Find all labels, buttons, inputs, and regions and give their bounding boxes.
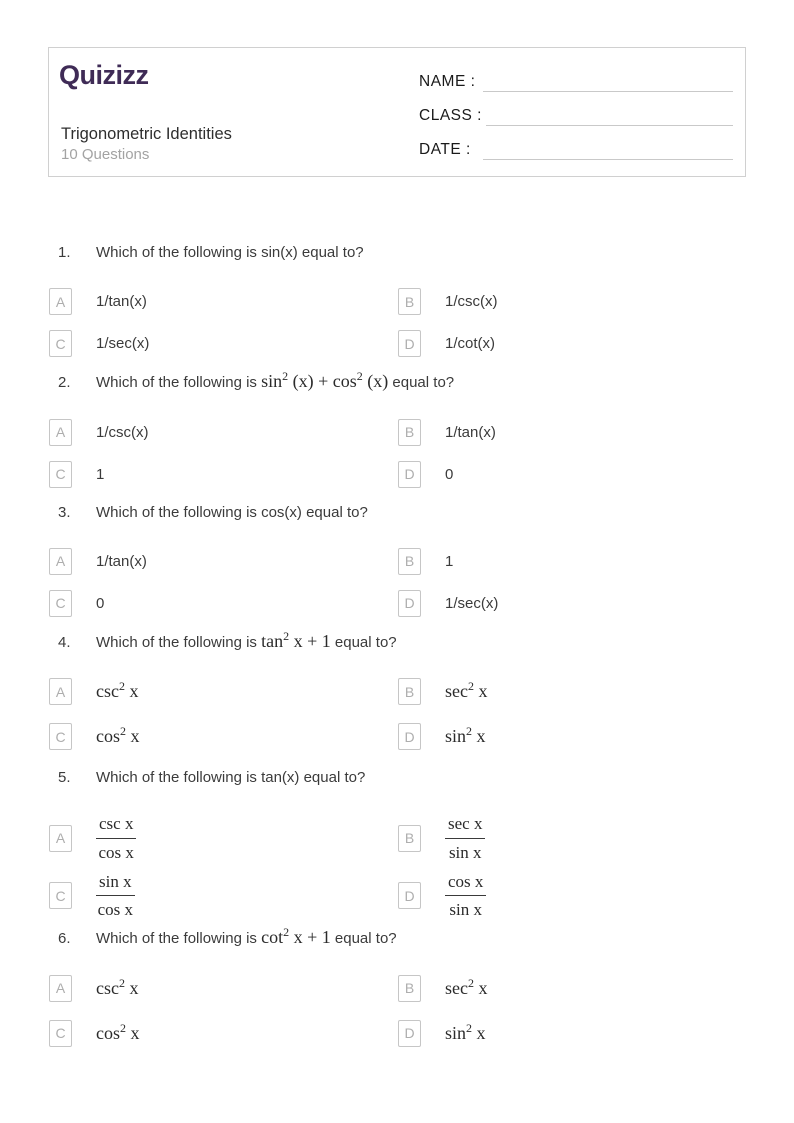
question-row: [58, 925, 794, 949]
option-row: [49, 461, 794, 488]
option-row: [49, 590, 794, 617]
question-number: 3.: [58, 503, 71, 521]
answer-option: [398, 419, 747, 446]
class-input-line[interactable]: [486, 106, 733, 126]
fraction-denominator: cos x: [97, 900, 133, 919]
question-block: [0, 243, 794, 357]
option-letter-box[interactable]: A: [49, 548, 72, 575]
option-letter-box[interactable]: A: [49, 419, 72, 446]
question-row: [58, 768, 794, 788]
answer-option: [49, 548, 398, 575]
options: [0, 813, 794, 920]
question-row: [58, 628, 794, 653]
option-value: 0: [445, 465, 454, 483]
question-row: [58, 503, 794, 523]
fraction-denominator: sin x: [449, 900, 482, 919]
fraction: [445, 871, 486, 921]
answer-option: [49, 1020, 398, 1047]
inline-math: $\tan^2 x + 1$: [261, 628, 331, 651]
worksheet-header: [48, 47, 746, 177]
option-row: [49, 330, 794, 357]
option-value: 1: [445, 552, 454, 570]
option-letter-box[interactable]: D: [398, 330, 421, 357]
question-text-part: equal to?: [388, 374, 455, 392]
option-value: [96, 871, 135, 921]
answer-option: [49, 330, 398, 357]
question-number: 5.: [58, 769, 71, 786]
question-count: 10 Questions: [61, 146, 150, 163]
answer-option: [49, 678, 398, 705]
option-letter-box[interactable]: D: [398, 590, 421, 617]
option-value: 1/tan(x): [96, 293, 147, 311]
answer-option: [398, 975, 747, 1002]
question-block: [0, 925, 794, 1046]
question-text: [96, 369, 794, 393]
question-list: [0, 177, 794, 1065]
question-text: [96, 503, 794, 523]
option-value: $\cos^2 x$: [96, 1020, 140, 1043]
option-row: [49, 813, 794, 863]
answer-option: [49, 975, 398, 1002]
option-letter-box[interactable]: B: [398, 419, 421, 446]
option-letter-box[interactable]: D: [398, 723, 421, 750]
question-number: 1.: [58, 244, 71, 261]
question-text-part: Which of the following is: [96, 633, 262, 651]
option-letter-box[interactable]: B: [398, 288, 421, 315]
name-field: [419, 64, 733, 92]
option-value: [96, 813, 136, 863]
question-text-part: equal to?: [330, 633, 397, 651]
answer-option: [49, 871, 398, 921]
question-text: [96, 925, 794, 949]
fraction-denominator: sin x: [448, 842, 482, 862]
question-number: 2.: [58, 374, 71, 392]
question-block: [0, 768, 794, 920]
option-letter-box[interactable]: C: [49, 590, 72, 617]
fraction: [96, 871, 135, 921]
question-text-part: Which of the following is: [96, 374, 262, 392]
option-letter-box[interactable]: C: [49, 330, 72, 357]
question-text: [96, 628, 794, 653]
answer-option: [398, 330, 747, 357]
option-row: [49, 975, 794, 1002]
answer-option: [398, 590, 747, 617]
option-value: $\csc^2 x$: [96, 679, 139, 701]
question-row: [58, 369, 794, 393]
option-letter-box[interactable]: C: [49, 723, 72, 750]
option-value: $\cos^2 x$: [96, 724, 140, 746]
date-label: DATE :: [419, 141, 471, 158]
fraction-denominator: cos x: [98, 842, 134, 862]
option-row: [49, 1020, 794, 1047]
answer-option: [49, 723, 398, 750]
option-value: $\csc^2 x$: [96, 975, 139, 998]
option-value: $\sec^2 x$: [445, 975, 488, 998]
option-value: $\sin^2 x$: [445, 724, 486, 746]
question-text-part: equal to?: [330, 930, 397, 948]
question-block: [0, 628, 794, 750]
options: [0, 975, 794, 1047]
question-number: 4.: [58, 633, 71, 651]
option-letter-box[interactable]: D: [398, 882, 421, 909]
option-value: [445, 871, 486, 921]
option-letter-box[interactable]: A: [49, 288, 72, 315]
option-row: [49, 678, 794, 705]
option-value: 0: [96, 594, 105, 612]
option-value: 1/tan(x): [96, 552, 147, 570]
question-text: [96, 768, 794, 788]
option-letter-box[interactable]: D: [398, 1020, 421, 1047]
options: [0, 288, 794, 357]
answer-option: [49, 461, 398, 488]
option-letter-box[interactable]: A: [49, 678, 72, 705]
option-value: $\sin^2 x$: [445, 1020, 486, 1043]
fraction-numerator: cos x: [445, 871, 486, 896]
answer-option: [398, 678, 747, 705]
option-value: 1/cot(x): [445, 335, 496, 353]
option-letter-box[interactable]: C: [49, 882, 72, 909]
fraction: [96, 813, 136, 863]
class-field: [419, 98, 733, 126]
option-value: 1/tan(x): [445, 423, 496, 441]
option-value: $\sec^2 x$: [445, 679, 488, 701]
answer-option: [398, 871, 747, 921]
answer-option: [49, 590, 398, 617]
answer-option: [49, 419, 398, 446]
fraction-numerator: sin x: [96, 871, 135, 896]
quizizz-logo: Quizizz: [59, 60, 149, 90]
answer-option: [398, 548, 747, 575]
answer-option: [398, 813, 747, 863]
option-letter-box[interactable]: A: [49, 825, 72, 852]
inline-math: $\cot^2 x + 1$: [261, 925, 331, 948]
fraction-numerator: csc x: [96, 813, 136, 838]
option-letter-box[interactable]: A: [49, 975, 72, 1002]
answer-option: [49, 288, 398, 315]
option-value: 1/csc(x): [445, 293, 498, 311]
option-value: 1/sec(x): [445, 594, 499, 612]
question-block: [0, 503, 794, 617]
option-row: [49, 548, 794, 575]
answer-option: [398, 1020, 747, 1047]
option-value: 1: [96, 465, 105, 483]
option-value: [445, 813, 485, 863]
option-letter-box[interactable]: B: [398, 678, 421, 705]
name-input-line[interactable]: [483, 72, 733, 92]
options: [0, 548, 794, 617]
date-field: [419, 132, 733, 160]
option-letter-box[interactable]: C: [49, 461, 72, 488]
question-text: [96, 243, 794, 263]
question-text-part: Which of the following is cos(x) equal to?: [96, 503, 368, 521]
option-letter-box[interactable]: B: [398, 975, 421, 1002]
name-label: NAME :: [419, 73, 476, 90]
option-value: 1/sec(x): [96, 335, 150, 353]
option-letter-box[interactable]: C: [49, 1020, 72, 1047]
option-row: [49, 288, 794, 315]
question-text-part: Which of the following is tan(x) equal to?: [96, 769, 366, 786]
option-letter-box[interactable]: D: [398, 461, 421, 488]
answer-option: [398, 288, 747, 315]
question-row: [58, 243, 794, 263]
fraction-numerator: sec x: [445, 813, 485, 838]
question-number: 6.: [58, 930, 71, 948]
answer-option: [49, 813, 398, 863]
answer-option: [398, 461, 747, 488]
option-letter-box[interactable]: B: [398, 825, 421, 852]
worksheet-title: Trigonometric Identities: [61, 125, 232, 143]
option-value: 1/csc(x): [96, 423, 149, 441]
class-label: CLASS :: [419, 107, 482, 124]
options: [0, 419, 794, 488]
question-block: [0, 369, 794, 487]
inline-math: $\sin^2 (x) + \cos^2 (x)$: [261, 369, 389, 392]
fraction: [445, 813, 485, 863]
question-text-part: Which of the following is sin(x) equal to?: [96, 244, 364, 261]
option-row: [49, 871, 794, 921]
options: [0, 678, 794, 750]
question-text-part: Which of the following is: [96, 930, 262, 948]
option-row: [49, 723, 794, 750]
answer-option: [398, 723, 747, 750]
option-letter-box[interactable]: B: [398, 548, 421, 575]
option-row: [49, 419, 794, 446]
date-input-line[interactable]: [483, 140, 733, 160]
